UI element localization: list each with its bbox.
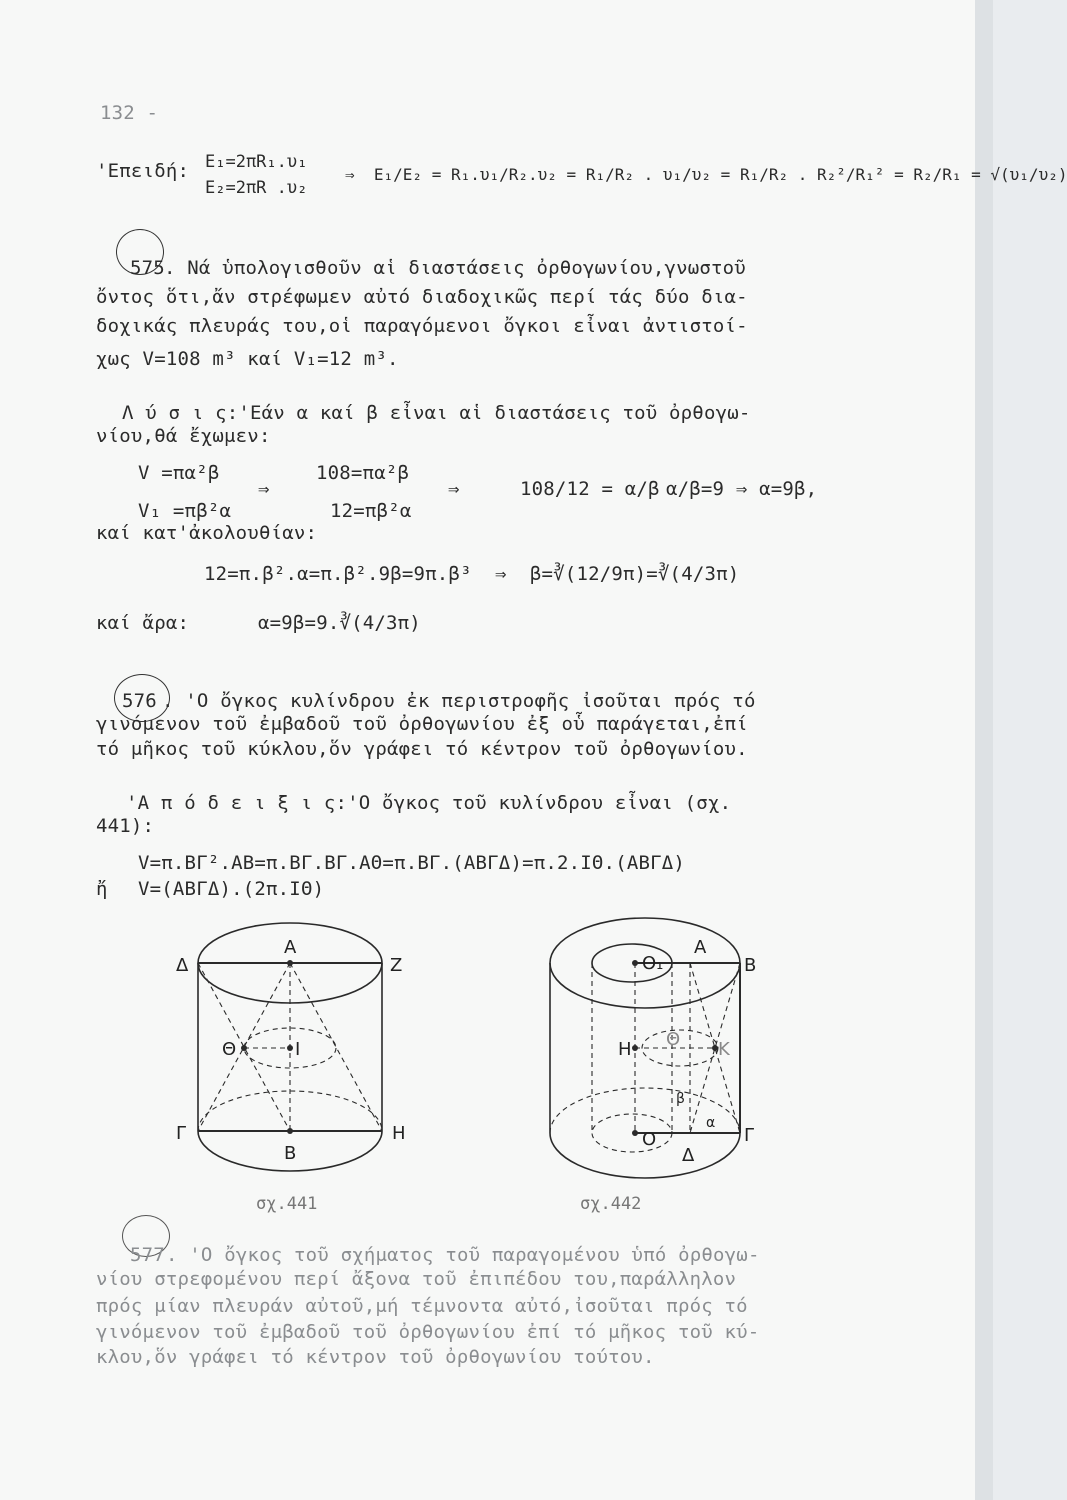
formula-chain: ⇒ E₁/E₂ = R₁.υ₁/R₂.υ₂ = R₁/R₂ . υ₁/υ₂ = R₁/R₂ . R₂²/R₁² = R₂/R₁ = √(υ₁/υ₂) [345,165,1067,184]
fig442-label-H: Η [618,1039,632,1060]
problem-575-line3: δοχικάς πλευράς του,οἱ παραγόμενοι ὄγκοι εἶναι ἀντιστοί- [96,315,748,337]
eq-left-1: V =πα²β [138,462,220,484]
fig441-label-G: Γ [176,1123,187,1144]
proof-576-line2: 441): [96,815,155,837]
figure-441 [160,915,450,1215]
eq-beta: 12=π.β².α=π.β².9β=9π.β³ ⇒ β=∛(12/9π)=∛(4/3π) [204,563,740,585]
fig442-label-alpha: α [706,1115,716,1131]
proof-576-line1: 'Α π ό δ ε ι ξ ι ς:'Ο ὄγκος τοῦ κυλίνδρου εἶναι (σχ. [126,792,732,814]
problem-577-line3: πρός μίαν πλευράν αὐτοῦ,μή τέμνοντα αὐτό,ἰσοῦται πρός τό [96,1295,748,1317]
page-number: 132 - [100,102,159,124]
implies-1: ⇒ [258,478,270,500]
implies-2: ⇒ [448,478,460,500]
fig442-label-K: K [718,1039,730,1060]
problem-575-line1: . Νά ὑπολογισθοῦν αἱ διαστάσεις ὀρθογωνίου,γνωστοῦ [164,257,746,279]
problem-576-number: 576 [122,690,157,712]
fig442-caption: σχ.442 [580,1194,642,1214]
fig441-label-H: Η [392,1123,406,1144]
problem-577-line1: . 'Ο ὄγκος τοῦ σχήματος τοῦ παραγομένου ὑπό ὀρθογω- [166,1244,760,1266]
fig442-label-D: Δ [682,1145,695,1166]
eq-right: α/β=9 ⇒ α=9β, [666,478,818,500]
consequently-text: καί κατ'ἀκολουθίαν: [96,522,318,544]
fig442-label-A: Α [694,937,707,958]
solution-575-line1: Λ ύ σ ι ς:'Εάν α καί β εἶναι αἱ διαστάσεις τοῦ ὀρθογω- [122,402,751,424]
problem-576-line3: τό μῆκος τοῦ κύκλου,ὅν γράφει τό κέντρον τοῦ ὀρθογωνίου. [96,738,748,760]
fig441-label-Z: Z [390,955,403,976]
fig441-label-Th: Θ [222,1039,237,1060]
formula-line1: E₁=2πR₁.υ₁ [205,152,308,172]
formula-line2: E₂=2πR .υ₂ [205,178,308,198]
figure-442 [530,905,810,1215]
eq-ratio: 108/12 = α/β [520,478,660,500]
fig441-label-A: Α [284,937,297,958]
eq-left-2: V₁ =πβ²α [138,500,232,522]
fig442-label-O: O [642,1129,657,1150]
problem-575-number: 575 [130,257,165,279]
page-edge [975,0,993,1500]
problem-575-line4: χως V=108 m³ καί V₁=12 m³. [96,348,399,370]
proof-or: ἤ [96,878,108,900]
eq-mid-2: 12=πβ²α [330,500,412,522]
problem-575-line2: ὄντος ὅτι,ἄν στρέφωμεν αὐτό διαδοχικῶς περί τάς δύο δια- [96,286,748,308]
fig442-label-beta: β [676,1091,685,1107]
formula-prefix: 'Επειδή: [96,160,190,182]
problem-577-number: 577 [130,1244,165,1266]
proof-eq2: V=(ΑΒΓΔ).(2π.ΙΘ) [138,878,325,900]
problem-576-line1: . 'Ο ὄγκος κυλίνδρου ἐκ περιστροφῆς ἰσοῦται πρός τό [162,690,756,712]
fig441-label-I: Ι [295,1039,301,1060]
fig442-label-O1: O₁ [642,953,664,974]
problem-576-line2: γινόμενον τοῦ ἐμβαδοῦ τοῦ ὀρθογωνίου ἐξ οὗ παράγεται,ἐπί [96,713,748,735]
fig441-label-D: Δ [176,955,189,976]
fig441-caption: σχ.441 [256,1194,318,1214]
fig442-label-Th: Θ [666,1029,681,1050]
therefore-text: καί ἄρα: [96,612,190,634]
problem-577-line2: νίου στρεφομένου περί ἄξονα τοῦ ἐπιπέδου του,παράλληλον [96,1268,737,1290]
proof-eq1: V=π.ΒΓ².ΑΒ=π.ΒΓ.ΒΓ.ΑΘ=π.ΒΓ.(ΑΒΓΔ)=π.2.ΙΘ.(ΑΒΓΔ) [138,852,686,874]
problem-577-line5: κλου,ὅν γράφει τό κέντρον τοῦ ὀρθογωνίου τούτου. [96,1346,655,1368]
eq-mid-1: 108=πα²β [316,462,410,484]
fig442-label-G: Γ [744,1125,755,1146]
solution-575-line2: νίου,θά ἔχωμεν: [96,425,271,447]
eq-alpha: α=9β=9.∛(4/3π) [258,612,421,634]
fig441-label-B: Β [284,1143,297,1164]
problem-577-line4: γινόμενον τοῦ ἐμβαδοῦ τοῦ ὀρθογωνίου ἐπί τό μῆκος τοῦ κύ- [96,1321,760,1343]
fig442-label-B: B [744,955,757,976]
